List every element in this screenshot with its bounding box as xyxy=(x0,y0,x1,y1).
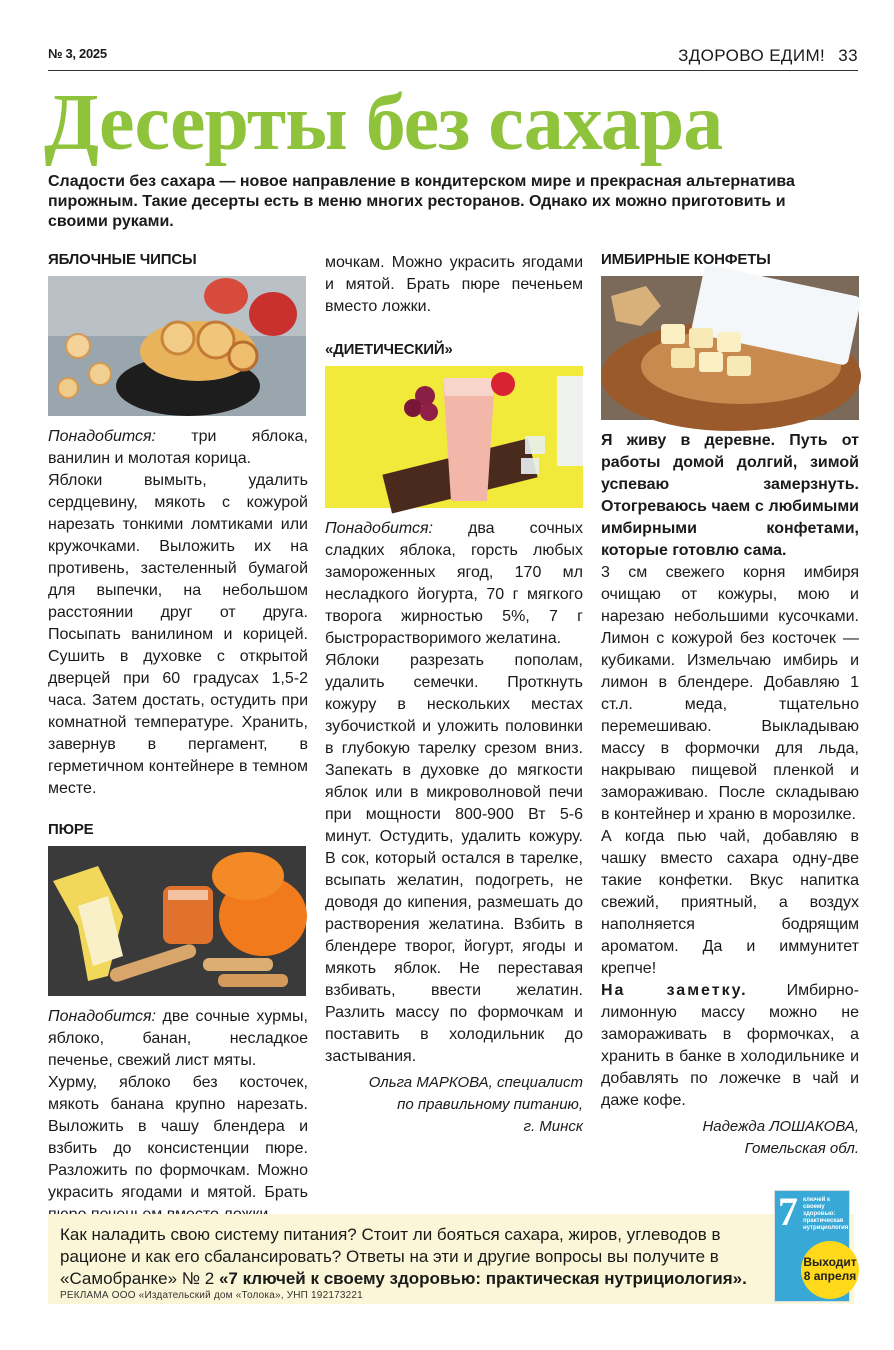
note-label: На заметку. xyxy=(601,982,748,999)
ginger-serving: А когда пью чай, добавляю в чашку вместо сахара одну-две такие конфетки. Вкус напитка свежий, приятный, а воздух наполняется бодрящим ароматом. Да и иммунитет крепче! xyxy=(601,828,859,977)
puree-method-continued: мочкам. Можно украсить ягодами и мятой. Брать пюре печеньем вместо ложки. xyxy=(325,254,583,315)
advertisement-banner xyxy=(48,1189,857,1304)
cover-number: 7 xyxy=(778,1189,798,1234)
lead-paragraph: Сладости без сахара — новое направление в кондитерском мире и прекрасная альтернатива пирожным. Такие десерты есть в меню многих ресторанов. Однако их можно приготовить и своими руками. xyxy=(48,173,795,230)
section-heading-diet: «ДИЕТИЧЕСКИЙ» xyxy=(325,341,453,358)
column-3 xyxy=(601,250,859,1160)
ginger-candies-photo xyxy=(601,276,859,420)
apple-chips-photo xyxy=(48,276,308,416)
ingredients-text: две сочные хурмы, яблоко, банан, несладкое печенье, свежий лист мяты. xyxy=(48,1008,308,1069)
puree-photo xyxy=(48,846,308,996)
ad-text xyxy=(60,1224,766,1290)
author-signature-loshakova xyxy=(601,1116,859,1160)
smoothie-photo xyxy=(325,366,583,508)
column-1 xyxy=(48,250,308,1201)
signature-line: г. Минск xyxy=(523,1118,583,1135)
puree-ingredients xyxy=(48,1006,308,1072)
ad-text-bold: «7 ключей к своему здоровью: практическая нутрициология». xyxy=(218,1269,747,1288)
header-divider xyxy=(48,70,858,71)
ingredients-label: Понадобится: xyxy=(325,520,433,537)
ingredients-text: три яблока, ванилин и молотая корица. xyxy=(48,428,308,467)
rubric-title: ЗДОРОВО ЕДИМ! xyxy=(678,46,826,65)
ingredients-label: Понадобится: xyxy=(48,428,156,445)
ginger-intro: Я живу в деревне. Путь от работы домой долгий, зимой успеваю замерзнуть. Отогреваюсь чаем с любимыми имбирными конфетами, которые готовлю сама. xyxy=(601,432,859,559)
puree-method: Хурму, яблоко без косточек, мякоть банана крупно нарезать. Выложить в чашу блендера и взбить до консистенции пюре. Разложить по формочкам. Можно украсить ягодами и мятой. Брать xyxy=(48,1074,308,1201)
author-signature-markova xyxy=(325,1072,583,1138)
ingredients-label: Понадобится: xyxy=(48,1008,156,1025)
ad-text-plain: Как наладить свою систему питания? Стоит ли бояться сахара, жиров, углеводов в рационе и как его сбалансировать? Ответы на эти и другие вопросы вы получите в «Самобранке» № 2 xyxy=(60,1225,721,1288)
apple-chips-method: Яблоки вымыть, удалить сердцевину, мякоть с кожурой нарезать тонкими ломтиками или кружочками. Выложить их на противень, застеленный бумагой для выпечки, на небольшом расстоянии друг от друга. Посыпать ванилином и корицей. Сушить в духовке с открытой дверцей при 60 градусах 1,5-2 часа. Затем достать, остудить при комнатной температуре. Хранить, завернув в пергамент, в герметичном контейнере в темном месте. xyxy=(48,472,308,797)
section-heading-puree: ПЮРЕ xyxy=(48,821,94,838)
ginger-method: 3 см свежего корня имбиря очищаю от кожуры, мою и нарезаю небольшими кусочками. Лимон с кожурой без косточек — кубиками. Измельчаю имбирь и лимон в блендере. Добавляю 1 ст.л. меда, тщательно перемешиваю. Выкладываю массу в формочки для льда, накрываю пищевой пленкой и замораживаю. После складываю в контейнер и храню в морозилке. xyxy=(601,564,859,823)
section-heading-ginger-candies: ИМБИРНЫЕ КОНФЕТЫ xyxy=(601,251,771,268)
signature-line: Ольга МАРКОВА, специалист xyxy=(368,1074,583,1091)
column-2 xyxy=(325,252,583,1138)
diet-ingredients xyxy=(325,518,583,650)
magazine-cover xyxy=(774,1189,857,1302)
signature-line: Гомельская обл. xyxy=(744,1140,859,1157)
ingredients-text: два сочных сладких яблока, горсть любых замороженных ягод, 170 мл несладкого йогурта, 70 г мягкого творога жирностью 5%, 7 г быстрорастворимого желатина. xyxy=(325,520,583,647)
rubric-header xyxy=(678,46,858,66)
ginger-note xyxy=(601,980,859,1112)
issue-number: № 3, 2025 xyxy=(48,46,107,61)
cover-title: ключей к своему здоровью: практическая нутрициология xyxy=(803,1197,849,1231)
signature-line: Надежда ЛОШАКОВА, xyxy=(702,1118,859,1135)
release-date-badge: Выходит 8 апреля xyxy=(801,1241,859,1299)
section-heading-apple-chips: ЯБЛОЧНЫЕ ЧИПСЫ xyxy=(48,251,197,268)
ad-disclaimer: РЕКЛАМА ООО «Издательский дом «Толока», УНП 192173221 xyxy=(60,1290,363,1301)
page-number: 33 xyxy=(838,46,858,65)
apple-chips-ingredients xyxy=(48,426,308,470)
diet-method: Яблоки разрезать пополам, удалить семечки. Проткнуть кожуру в нескольких местах зубочисткой и уложить половинки в глубокую тарелку срезом вниз. Запекать в духовке до мягкости яблок или в микроволновой печи при мощности 800-900 Вт 5-6 минут. Остудить, удалить кожуру. В сок, который остался в тарелке, всыпать желатин, подогреть, не доводя до кипения, размешать до растворения желатина. Взбить в блендере творог, йогурт, ягоды и мякоть яблок. Не переставая взбивать, ввести желатин. Разлить массу по формочкам и поставить в холодильник до застывания. xyxy=(325,652,583,1065)
page-title: Десерты без сахара xyxy=(44,79,723,167)
signature-line: по правильному питанию, xyxy=(397,1096,583,1113)
note-text: Имбирно-лимонную массу можно не замораживать в формочках, а хранить в банке в холодильнике и добавлять по ложечке в чай и даже кофе. xyxy=(601,982,860,1109)
